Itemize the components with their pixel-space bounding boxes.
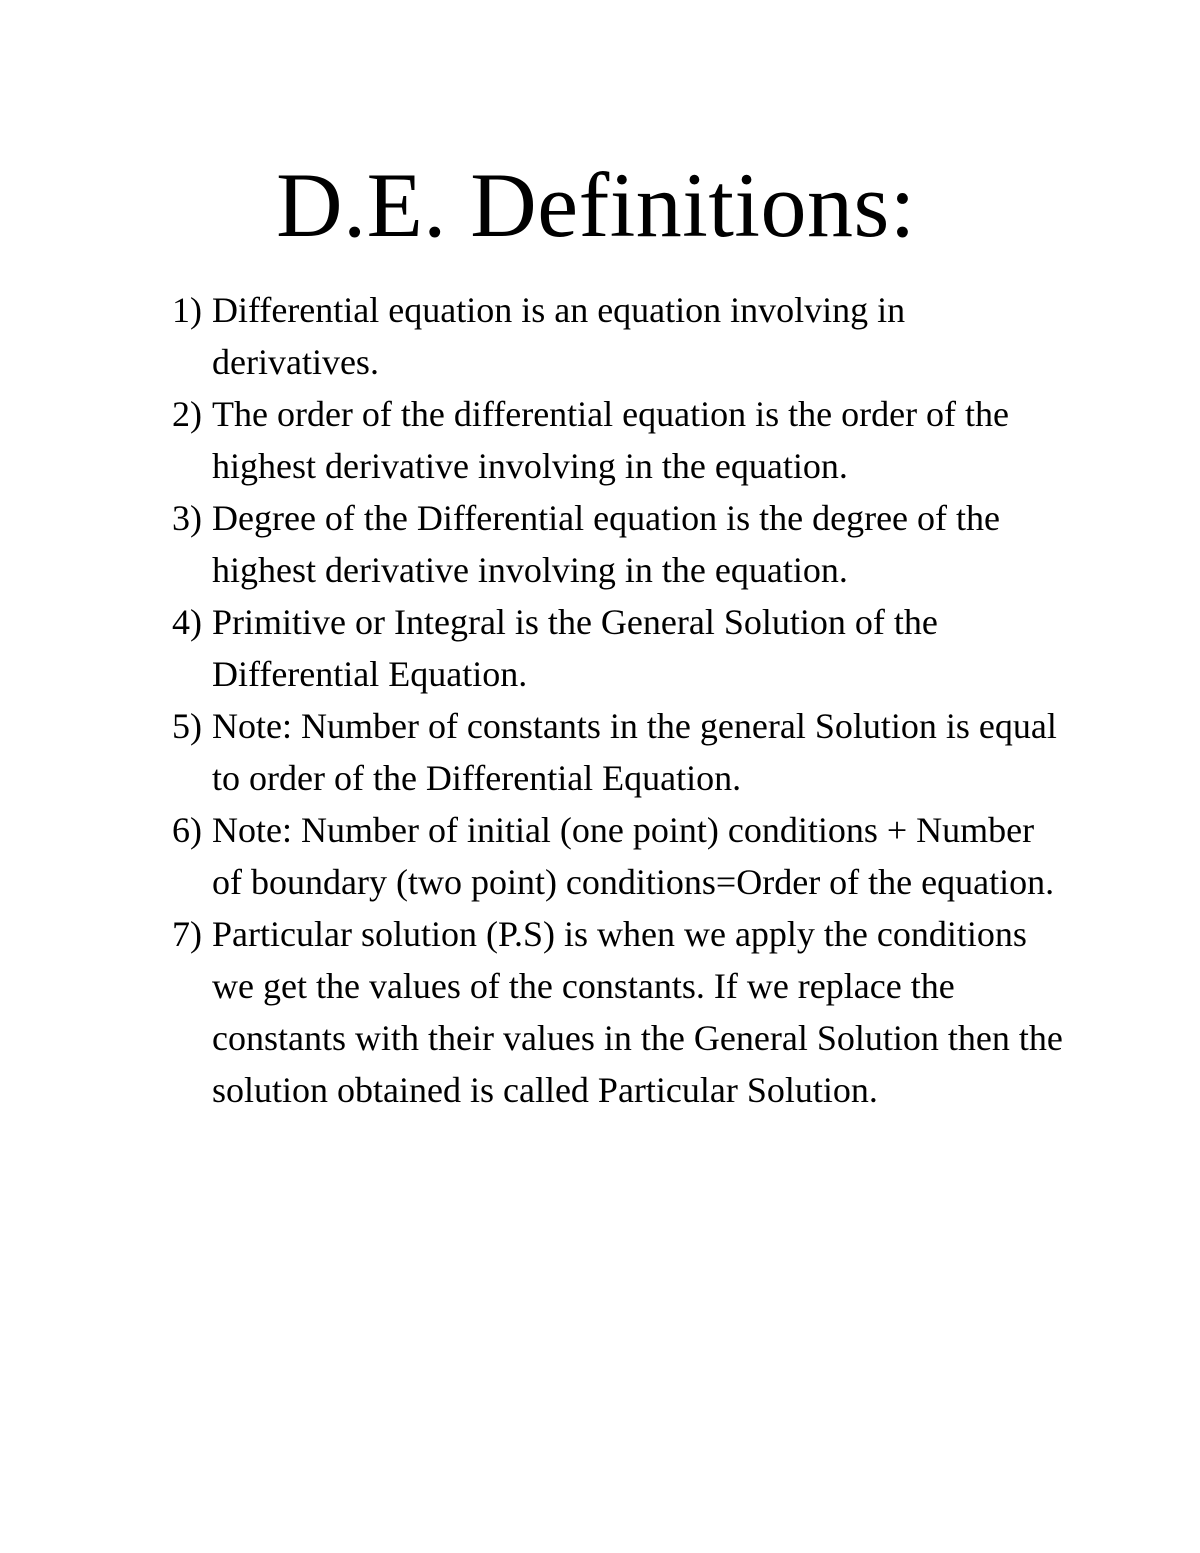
definitions-list [172,284,1072,1116]
definition-number: 3) [172,498,202,538]
definition-text: Particular solution (P.S) is when we apply the conditions we get the values of the constants. If we replace the constants with their values in the General Solution then the solution obtained is called Particular Solution. [212,914,1063,1110]
definition-item-2 [172,388,1072,492]
page-title: D.E. Definitions: [276,154,916,256]
definition-number: 5) [172,706,202,746]
definition-text: Primitive or Integral is the General Solution of the Differential Equation. [212,602,938,694]
definition-number: 1) [172,290,202,330]
definition-text: Note: Number of initial (one point) conditions + Number of boundary (two point) conditions=Order of the equation. [212,810,1055,902]
definition-item-1 [172,284,1072,388]
definition-item-7 [172,908,1072,1116]
definition-number: 6) [172,810,202,850]
definition-text: Degree of the Differential equation is the degree of the highest derivative involving in the equation. [212,498,1000,590]
definition-number: 4) [172,602,202,642]
definition-number: 7) [172,914,202,954]
definition-item-6 [172,804,1072,908]
definition-text: Differential equation is an equation involving in derivatives. [212,290,906,382]
definition-number: 2) [172,394,202,434]
definition-item-5 [172,700,1072,804]
definition-text: The order of the differential equation is the order of the highest derivative involving in the equation. [212,394,1010,486]
definition-item-3 [172,492,1072,596]
definition-text: Note: Number of constants in the general Solution is equal to order of the Differential Equation. [212,706,1057,798]
definition-item-4 [172,596,1072,700]
